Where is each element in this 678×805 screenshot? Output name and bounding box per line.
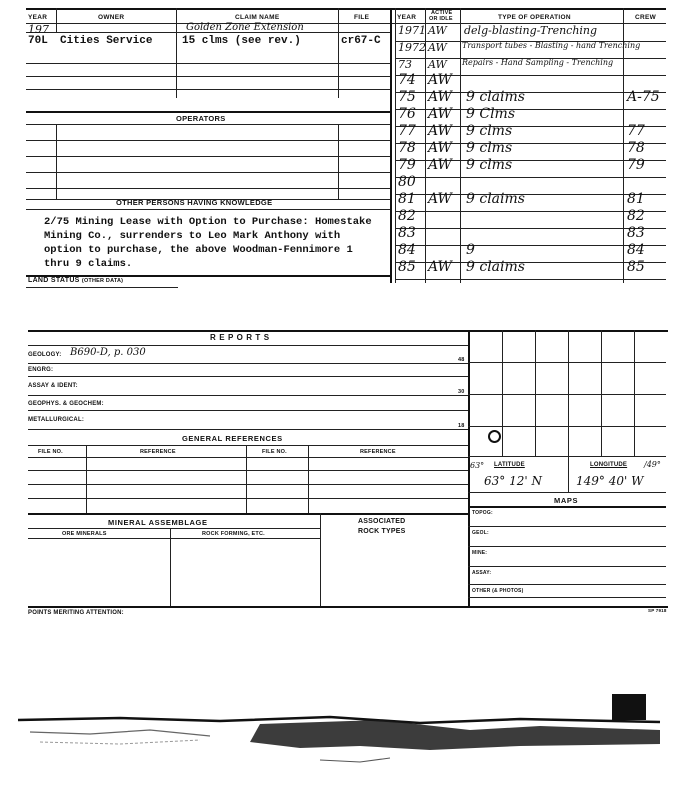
log-year: 1971 bbox=[398, 24, 426, 37]
log-year: 77 bbox=[398, 123, 416, 139]
maps-topog: TOPOG: bbox=[472, 510, 493, 516]
scale-48: 48 bbox=[458, 357, 465, 363]
log-row-line bbox=[395, 279, 666, 280]
maps-other: OTHER (& PHOTOS) bbox=[472, 588, 524, 594]
assay-label: ASSAY & IDENT: bbox=[28, 383, 78, 389]
log-status: AW bbox=[428, 89, 452, 105]
points-meriting-label: POINTS MERITING ATTENTION: bbox=[28, 610, 124, 616]
gr-file-no: FILE NO. bbox=[38, 449, 63, 455]
header-file: FILE bbox=[354, 14, 370, 21]
log-year: 82 bbox=[398, 208, 416, 224]
maps-assay: ASSAY: bbox=[472, 570, 492, 576]
log-row-line bbox=[395, 228, 666, 229]
operators-label: OPERATORS bbox=[176, 114, 226, 123]
latitude-value: 63° 12' N bbox=[484, 474, 542, 488]
latitude-label: LATITUDE bbox=[494, 462, 525, 468]
log-operation: 9 claims bbox=[466, 259, 525, 275]
log-status: AW bbox=[428, 259, 452, 275]
scale-18: 18 bbox=[458, 423, 465, 429]
metallurgical-label: METALLURGICAL: bbox=[28, 417, 85, 423]
log-crew: 85 bbox=[627, 259, 645, 275]
geology-label: GEOLOGY: bbox=[28, 352, 62, 358]
log-crew: 81 bbox=[627, 191, 645, 207]
geophys-label: GEOPHYS. & GEOCHEM: bbox=[28, 401, 104, 407]
log-year: 84 bbox=[398, 242, 416, 258]
log-operation: 9 clms bbox=[466, 140, 513, 156]
scale-30: 30 bbox=[458, 389, 465, 395]
other-persons-label: OTHER PERSONS HAVING KNOWLEDGE bbox=[116, 198, 273, 207]
log-status: AW bbox=[428, 157, 452, 173]
log-year: 79 bbox=[398, 157, 416, 173]
log-year: 80 bbox=[398, 174, 416, 190]
notes-line-4: thru 9 claims. bbox=[44, 258, 133, 270]
rock-types-label: ROCK TYPES bbox=[358, 528, 406, 535]
row1-claim-name: Golden Zone Extension bbox=[186, 22, 304, 33]
log-operation: 9 clms bbox=[466, 123, 513, 139]
reports-title: R E P O R T S bbox=[210, 333, 270, 342]
row2-file: cr67-C bbox=[341, 35, 381, 47]
log-status: AW bbox=[428, 24, 447, 37]
log-row-line bbox=[395, 177, 666, 178]
header-owner: OWNER bbox=[98, 14, 125, 21]
log-crew: 78 bbox=[627, 140, 645, 156]
log-operation: 9 claims bbox=[466, 191, 525, 207]
log-crew: 83 bbox=[627, 225, 645, 241]
log-operation: 9 Clms bbox=[466, 106, 516, 122]
log-crew: 84 bbox=[627, 242, 645, 258]
notes-line-1: 2/75 Mining Lease with Option to Purchase: Homestake bbox=[44, 216, 372, 228]
location-marker-icon bbox=[488, 430, 501, 443]
general-references-title: GENERAL REFERENCES bbox=[182, 434, 283, 443]
log-operation: 9 bbox=[466, 242, 475, 258]
log-crew: 77 bbox=[627, 123, 645, 139]
log-status: AW bbox=[428, 41, 447, 54]
log-operation: 9 claims bbox=[466, 89, 525, 105]
log-crew: 82 bbox=[627, 208, 645, 224]
maps-mine: MINE: bbox=[472, 550, 488, 556]
log-operation: Repairs - Hand Sampling - Trenching bbox=[462, 58, 614, 67]
log-status: AW bbox=[428, 58, 447, 71]
log-crew: 79 bbox=[627, 157, 645, 173]
engrg-label: ENGRG: bbox=[28, 367, 54, 373]
mineral-assemblage-title: MINERAL ASSEMBLAGE bbox=[108, 518, 208, 527]
log-year: 85 bbox=[398, 259, 416, 275]
row1-year: 197 bbox=[28, 23, 49, 36]
log-operation: 9 clms bbox=[466, 157, 513, 173]
log-crew: A-75 bbox=[627, 89, 660, 105]
log-status: AW bbox=[428, 140, 452, 156]
log-year: 81 bbox=[398, 191, 416, 207]
header-year-2: YEAR bbox=[397, 14, 417, 21]
header-or-idle: OR IDLE bbox=[429, 16, 453, 22]
gr-reference: REFERENCE bbox=[140, 449, 176, 455]
row2-year: 70L bbox=[28, 35, 48, 47]
form-number: SP 7918 bbox=[648, 608, 667, 613]
geology-value: B690-D, p. 030 bbox=[70, 347, 146, 358]
log-row-line bbox=[395, 245, 666, 246]
gr-file-no-2: FILE NO. bbox=[262, 449, 287, 455]
log-year: 73 bbox=[398, 58, 412, 71]
header-active: ACTIVE bbox=[431, 10, 453, 16]
log-year: 75 bbox=[398, 89, 416, 105]
scan-artifact-strip bbox=[0, 690, 678, 780]
longitude-value: 149° 40' W bbox=[576, 474, 644, 488]
header-type-of-operation: TYPE OF OPERATION bbox=[498, 14, 571, 21]
log-status: AW bbox=[428, 106, 452, 122]
log-year: 74 bbox=[398, 72, 416, 88]
longitude-suffix: /49° bbox=[644, 460, 661, 469]
log-status: AW bbox=[428, 191, 452, 207]
header-year: YEAR bbox=[28, 14, 48, 21]
log-status: AW bbox=[428, 72, 452, 88]
log-row-line bbox=[395, 211, 666, 212]
log-year: 76 bbox=[398, 106, 416, 122]
log-status: AW bbox=[428, 123, 452, 139]
log-year: 83 bbox=[398, 225, 416, 241]
log-operation: Transport tubes - Blasting - hand Trenching bbox=[462, 41, 641, 50]
ore-minerals-label: ORE MINERALS bbox=[62, 531, 107, 537]
log-year: 1972 bbox=[398, 41, 426, 54]
maps-geol: GEOL: bbox=[472, 530, 489, 536]
row2-owner: Cities Service bbox=[60, 35, 153, 47]
notes-line-3: option to purchase, the above Woodman-Fennimore 1 bbox=[44, 244, 353, 256]
log-year: 78 bbox=[398, 140, 416, 156]
row2-claim-name: 15 clms (see rev.) bbox=[182, 35, 301, 47]
longitude-label: LONGITUDE bbox=[590, 462, 628, 468]
notes-line-2: Mining Co., surrenders to Leo Mark Anthony with bbox=[44, 230, 341, 242]
lat-prefix: 63° bbox=[470, 461, 485, 470]
log-operation: delg-blasting-Trenching bbox=[464, 24, 598, 37]
maps-title: MAPS bbox=[554, 496, 579, 505]
header-claim-name: CLAIM NAME bbox=[235, 14, 280, 21]
gr-reference-2: REFERENCE bbox=[360, 449, 396, 455]
rock-forming-label: ROCK FORMING, ETC. bbox=[202, 531, 265, 537]
associated-label: ASSOCIATED bbox=[358, 518, 406, 525]
header-crew: CREW bbox=[635, 14, 657, 21]
land-status-label: LAND STATUS (OTHER DATA) bbox=[28, 277, 124, 284]
